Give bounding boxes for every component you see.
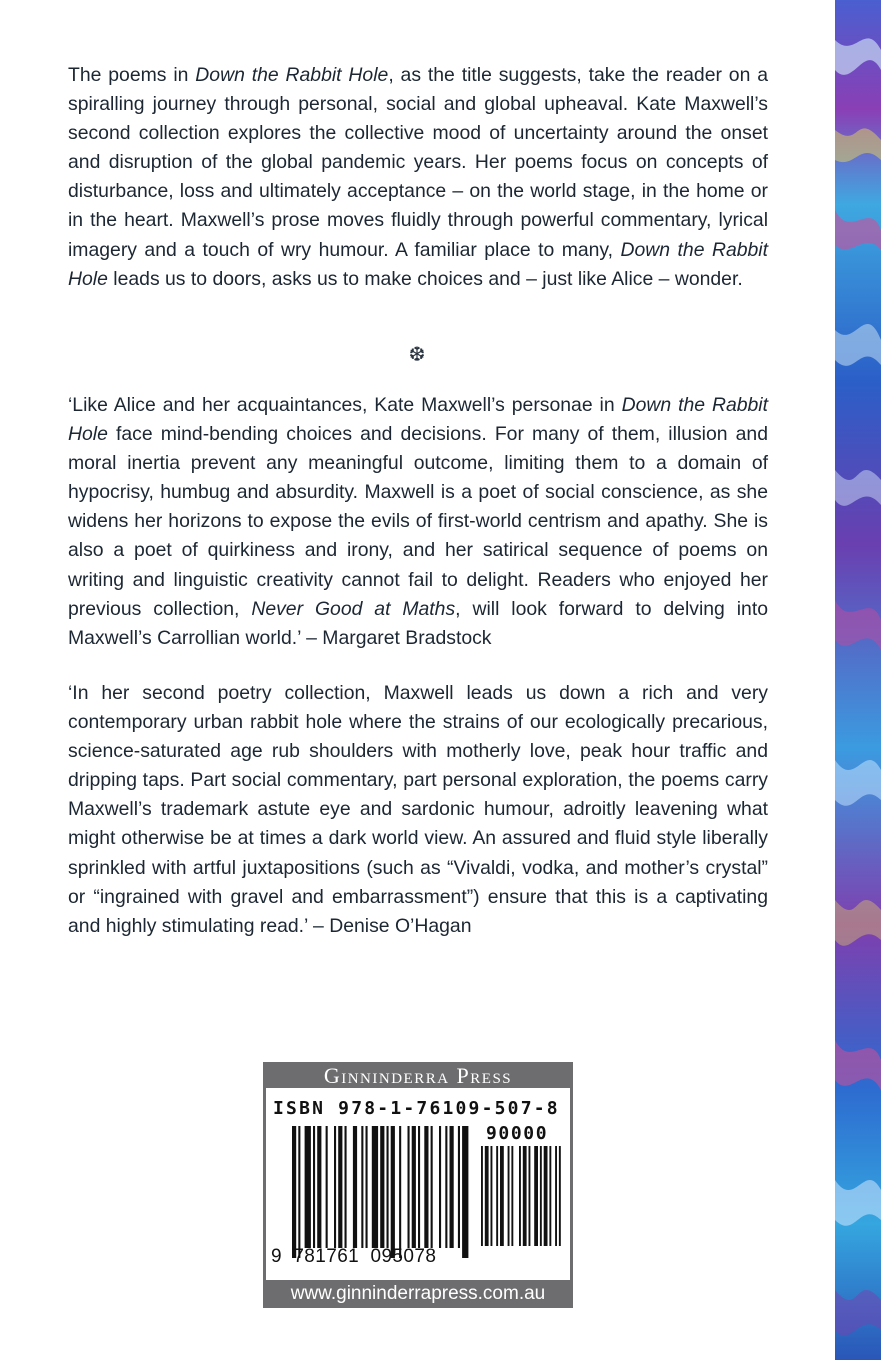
barcode-bar — [408, 1126, 410, 1248]
review-quote-ohagan — [68, 679, 768, 941]
barcode-area — [266, 1088, 570, 1280]
quote1-text-3: , will look forward to delving into Maxwell’s Carrollian world.’ – Margaret Bradstock — [68, 597, 768, 649]
snowflake-ornament-icon: ❆ — [408, 344, 426, 366]
addon-bar — [485, 1146, 489, 1246]
cover-art-edge — [835, 0, 881, 1360]
review-quote-bradstock — [68, 391, 768, 653]
barcode-bar — [445, 1126, 447, 1248]
barcode-bar — [313, 1126, 315, 1248]
quote2-text: ‘In her second poetry collection, Maxwell leads us down a rich and very contemporary urban rabbit hole where the strains of our ecologically precarious, science-saturated age rub shoulders with motherly love, peak hour traffic and dripping taps. Part social commentary, part personal exploration, the poems carry Maxwell’s trademark astute eye and sardonic humour, adroitly leavening what might otherwise be at times a dark world view. An assured and fluid style liberally sprinkled with artful juxtapositions (such as “Vivaldi, vodka, and mother’s crystal” or “ingrained with gravel and embarrassment”) ensure that this is a captivating and highly stimulating read.’ – Denise O’Hagan — [68, 682, 768, 937]
publisher-website-link[interactable]: www.ginninderrapress.com.au — [290, 1283, 546, 1304]
quote1-text-1: ‘Like Alice and her acquaintances, Kate Maxwell’s personae in — [68, 394, 622, 416]
addon-bar — [481, 1146, 483, 1246]
barcode-bar — [372, 1126, 378, 1248]
addon-bar — [544, 1146, 548, 1246]
barcode-bar — [387, 1126, 389, 1248]
addon-bar — [511, 1146, 513, 1246]
barcode-bar — [334, 1126, 336, 1248]
book-title: Down the Rabbit Hole — [68, 238, 768, 290]
barcode-bar — [391, 1126, 395, 1258]
barcode-bar — [424, 1126, 428, 1248]
barcode-bar — [317, 1126, 321, 1248]
barcode-bar — [431, 1126, 433, 1248]
addon-bar — [529, 1146, 531, 1246]
barcode-bar — [305, 1126, 311, 1248]
barcode-bar — [366, 1126, 368, 1248]
previous-book-title: Never Good at Maths — [251, 597, 456, 620]
barcode-bar — [439, 1126, 441, 1248]
addon-bar — [508, 1146, 510, 1246]
barcode-bar — [412, 1126, 416, 1248]
barcode-bar — [298, 1126, 300, 1258]
addon-bar — [523, 1146, 527, 1246]
barcode-bar — [338, 1126, 342, 1248]
addon-bar — [534, 1146, 538, 1246]
quote1-text-2: face mind-bending choices and decisions. For many of them, illusion and moral inertia prevent any meaningful outcome, limiting them to a domain of hypocrisy, humbug and absurdity. Maxwell is a poet of social conscience, as she widens her horizons to expose the evils of first-world centrism and apathy. She is also a poet of quirkiness and irony, and her satirical sequence of poems on writing and linguistic creativity cannot fail to delight. Readers who enjoyed her previous collection, — [68, 423, 768, 620]
barcode-bar — [418, 1126, 420, 1248]
book-title: Down the Rabbit Hole — [195, 64, 389, 86]
barcode-bar — [353, 1126, 357, 1248]
barcode-bar — [450, 1126, 454, 1248]
blurb-text-1: The poems in — [68, 64, 196, 86]
barcode-bar — [292, 1126, 296, 1258]
price-addon-code: 90000 — [486, 1123, 549, 1144]
barcode-bar — [462, 1126, 468, 1258]
isbn-number: ISBN 978-1-76109-507-8 — [273, 1098, 560, 1119]
addon-bar — [500, 1146, 504, 1246]
ean-digits: 9 781761 095078 — [271, 1246, 437, 1267]
blurb-text-3: leads us to doors, asks us to make choices and – just like Alice – wonder. — [107, 267, 743, 290]
addon-bar — [496, 1146, 498, 1246]
barcode-bar — [458, 1126, 460, 1248]
addon-bar — [559, 1146, 561, 1246]
book-description — [68, 61, 768, 294]
barcode-bar — [361, 1126, 363, 1248]
addon-bar — [549, 1146, 551, 1246]
addon-bar — [519, 1146, 521, 1246]
barcode-bar — [399, 1126, 401, 1258]
book-title: Down the Rabbit Hole — [68, 394, 769, 446]
addon-bar — [555, 1146, 557, 1246]
barcode-bar — [380, 1126, 384, 1248]
addon-bar — [540, 1146, 542, 1246]
barcode-bar — [345, 1126, 347, 1248]
cover-art-swirl — [835, 0, 881, 1360]
barcode-bar — [326, 1126, 328, 1248]
isbn-barcode-block — [263, 1062, 573, 1308]
publisher-name: Ginninderra Press — [323, 1063, 513, 1088]
blurb-text-2: , as the title suggests, take the reader on a spiralling journey through personal, social and global upheaval. Kate Maxwell’s second collection explores the collective mood of uncertainty around the onset and disruption of the global pandemic years. Her poems focus on concepts of disturbance, loss and ultimately acceptance – on the world stage, in the home or in the heart. Maxwell’s prose moves fluidly through powerful commentary, lyrical imagery and a touch of wry humour. A familiar place to many, — [68, 64, 769, 261]
addon-bar — [491, 1146, 493, 1246]
